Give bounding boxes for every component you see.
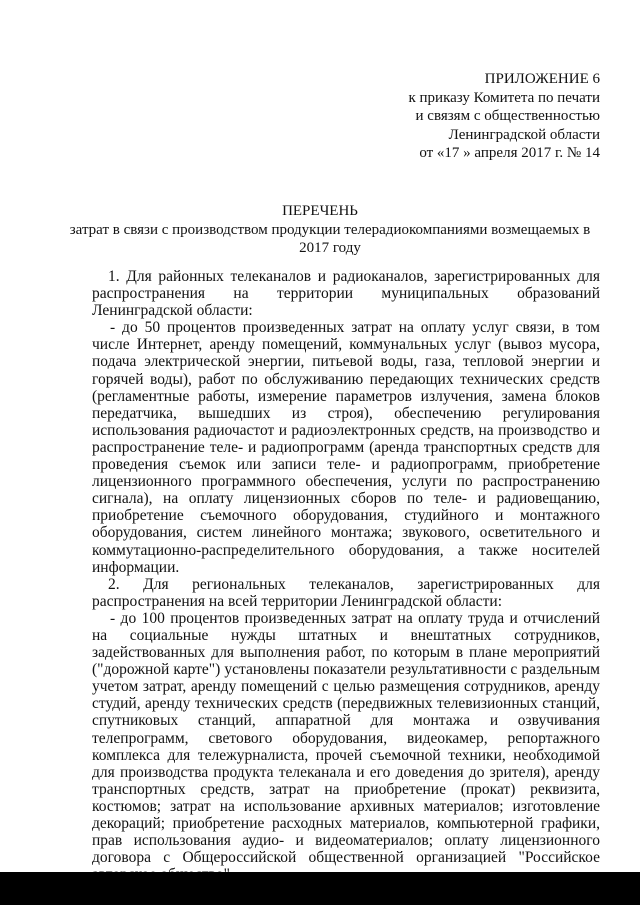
document-subheading: затрат в связи с производством продукции телерадиокомпаниями возмещаемых в 2017 году	[69, 222, 591, 256]
paragraph-4: - до 100 процентов произведенных затрат на оплату труда и отчислений на социальные нужды штатных и внештатных сотрудников, задействованных для выполнения работ, по которым в плане мероприятий ("дорожной карте") установлены показатели результативности с раздельным учетом затрат, аренду помещений с целью размещения сотрудников, аренду студий, аренду технических средств (передвижных телевизионных станций, спутниковых станций, аппаратной для монтажа и озвучивания телепрограмм, светового оборудования, видеокамер, репортажного комплекса для тележурналиста, прочей съемочной техники, необходимой для производства продукта телеканала и его доведения до зрителя), аренду транспортных средств, затрат на приобретение (прокат) реквизита, костюмов; затрат на использование архивных материалов; изготовление декораций; приобретение расходных материалов, компьютерной графики, прав использования аудио- и видеоматериалов; оплату лицензионного договора с Общероссийской общественной организацией "Российское	[92, 609, 600, 867]
document-body	[92, 268, 600, 883]
appendix-block	[408, 70, 600, 163]
scan-bottom-edge	[0, 872, 640, 905]
appendix-line-1: к приказу Комитета по печати	[408, 89, 600, 106]
paragraph-2: - до 50 процентов произведенных затрат на оплату услуг связи, в том числе Интернет, аренду помещений, коммунальных услуг (вывоз мусора, подача электрической энергии, питьевой воды, газа, тепловой энергии и горячей воды), работ по обслуживанию передающих технических средств (регламентные работы, измерение параметров излучения, замена блоков передатчика, вышедших из строя), обеспечению регулирования использования радиочастот и радиоэлектронных средств, на производство и распространение теле- и радиопрограмм (аренда транспортных средств для проведения съемок или записи теле- и радиопрограмм, приобретение лицензионного программного обеспечения, услуги по распространению сигнала), на оплату лицензионных сборов по теле- и радиовещанию, приобретение съемочного оборудования, студийного и монтажного оборудования, систем линейного монтажа; звукового, осветительного и коммутационно-распределительного оборудования, а также носителей информации.	[92, 319, 600, 576]
appendix-title: ПРИЛОЖЕНИЕ 6	[484, 71, 600, 87]
appendix-line-3: Ленинградской области	[448, 126, 600, 143]
document-heading: ПЕРЕЧЕНЬ	[282, 203, 358, 219]
appendix-line-2: и связям с общественностью	[415, 108, 600, 124]
paragraph-1: 1. Для районных телеканалов и радиоканалов, зарегистрированных для распространения на территории муниципальных образований Ленинградской области:	[92, 268, 600, 320]
appendix-line-4: от «17 » апреля 2017 г. № 14	[419, 145, 600, 161]
paragraph-3: 2. Для региональных телеканалов, зарегистрированных для распространения на всей территории Ленинградской области:	[92, 575, 600, 610]
